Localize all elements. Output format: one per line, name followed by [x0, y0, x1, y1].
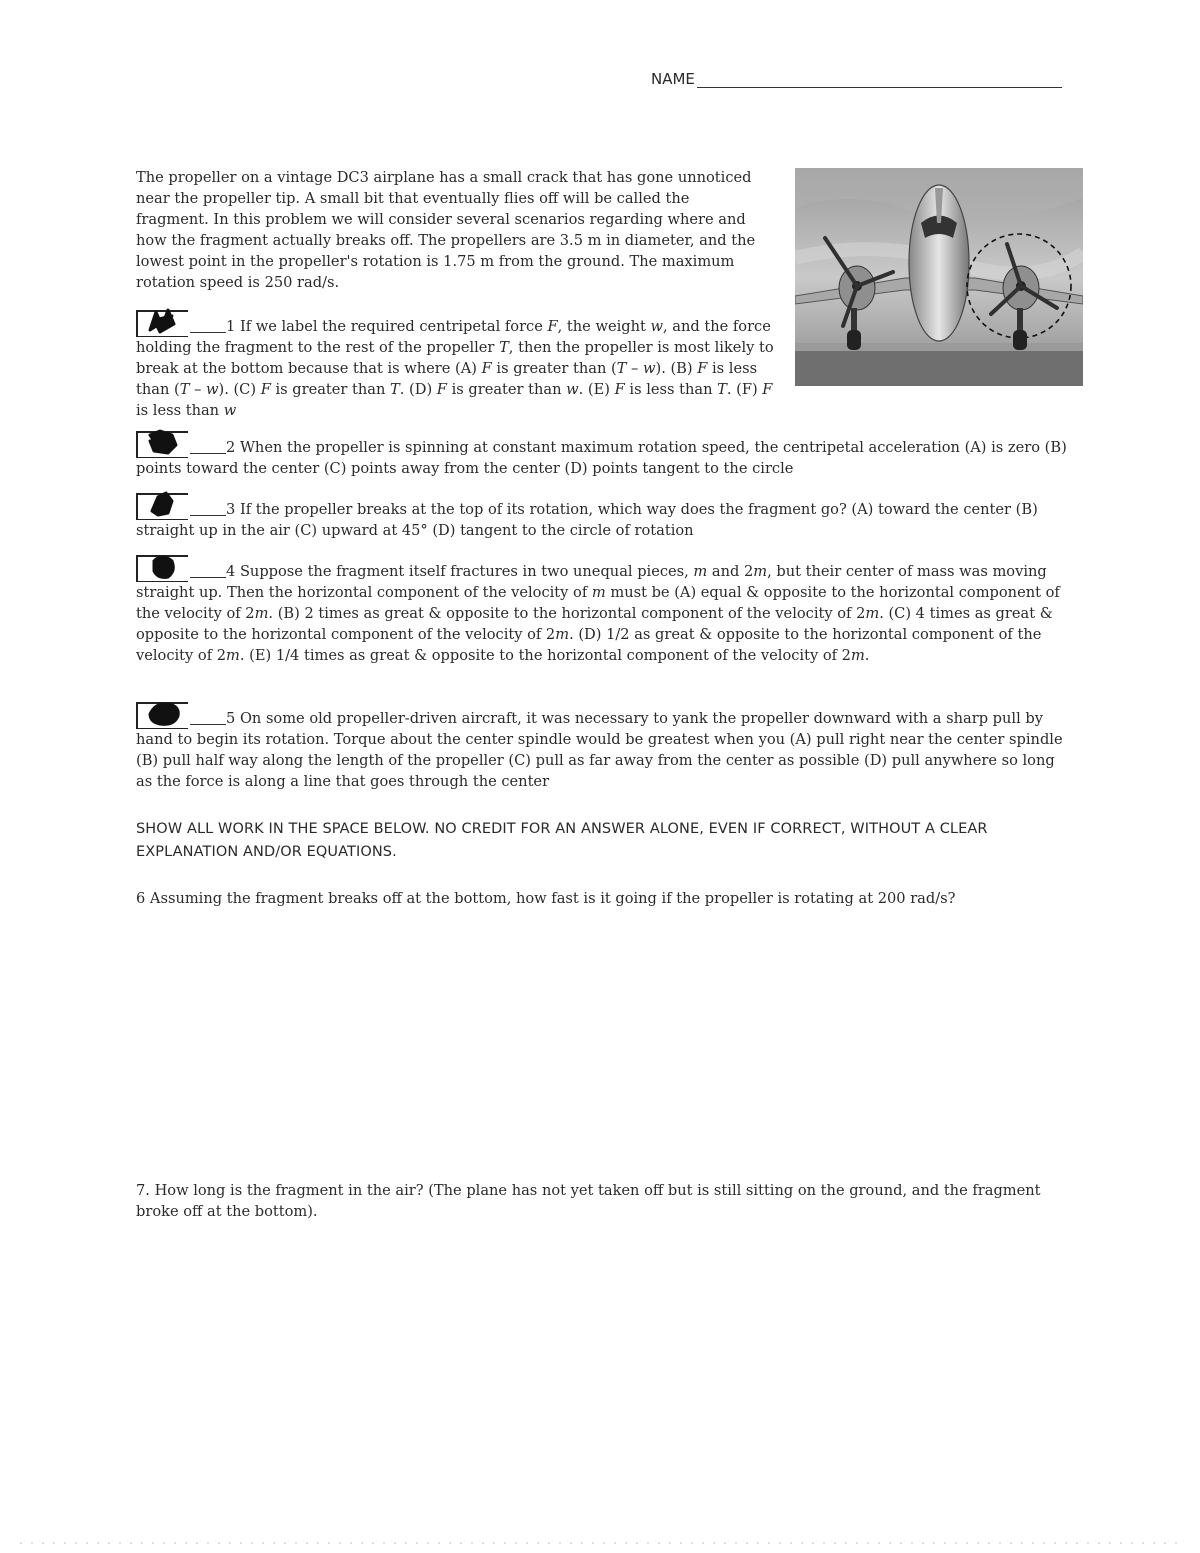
q1-text: . (D) [399, 381, 437, 398]
q1-text: is less than [136, 402, 224, 419]
answer-blank-2[interactable] [190, 439, 226, 454]
q1-var: w [650, 318, 663, 335]
q4-var: m [254, 605, 269, 622]
q4-var: m [555, 626, 570, 643]
q1-text: ). (C) [218, 381, 261, 398]
question-text: On some old propeller-driven aircraft, it was necessary to yank the propeller downward with a sharp pull by hand to begin its rotation. Torque about the center spindle would be greatest when you (A) pull right near the center spindle (B) pull half way along the length of the propeller (C) pull as far away from the center as possible (D) pull anywhere so long as the force is along a line that goes through the center [136, 710, 1063, 790]
question-number: 4 [226, 563, 236, 580]
q1-text: If we label the required centripetal force [239, 318, 548, 335]
question-3 [136, 493, 1071, 541]
question-number: 2 [226, 439, 236, 456]
airplane-photo [795, 168, 1083, 386]
q4-text: must be (A) equal & opposite to the horizontal component of the velocity of 2 [136, 584, 1060, 622]
question-number: 3 [226, 501, 236, 518]
q4-text: . (D) 1/2 as great & opposite to the horizontal component of the velocity of 2 [136, 626, 1042, 664]
q1-var: F [697, 360, 708, 377]
question-2 [136, 431, 1071, 479]
q1-text: is greater than [270, 381, 391, 398]
answer-blank-4[interactable] [190, 563, 226, 578]
question-number: 1 [226, 318, 236, 335]
q4-var: m [850, 647, 865, 664]
answer-blank-1[interactable] [190, 318, 226, 333]
q1-var: T – w [179, 381, 219, 398]
q4-var: m [753, 563, 768, 580]
q1-text: . (F) [726, 381, 763, 398]
name-label: NAME [651, 70, 695, 88]
q1-text: ). (B) [655, 360, 698, 377]
q1-var: F [260, 381, 271, 398]
answer-box-4[interactable] [136, 555, 188, 582]
q4-var: m [693, 563, 708, 580]
question-text: If the propeller breaks at the top of its rotation, which way does the fragment go? (A) toward the center (B) straight up in the air (C) upward at 45° (D) tangent to the circle of rotation [136, 501, 1038, 539]
q1-var: w [566, 381, 579, 398]
q4-var: m [865, 605, 880, 622]
answer-box-2[interactable] [136, 431, 188, 458]
q1-text: is less than [624, 381, 718, 398]
scribble-icon [146, 427, 180, 457]
question-5 [136, 702, 1071, 792]
q1-var: T – w [616, 360, 656, 377]
question-7: 7. How long is the fragment in the air? (The plane has not yet taken off but is still sitting on the ground, and the fragment broke off at the bottom). [136, 1182, 1041, 1220]
scribble-icon [146, 306, 180, 336]
scribble-icon [146, 489, 180, 519]
q1-var: T [499, 339, 509, 356]
q1-var: F [547, 318, 558, 335]
q1-text: , then the propeller is most likely to break at the bottom because that is where (A) [136, 339, 774, 377]
q4-text: . (E) 1/4 times as great & opposite to the horizontal component of the velocity of 2 [239, 647, 851, 664]
q4-text: . [864, 647, 870, 664]
intro-paragraph: The propeller on a vintage DC3 airplane has a small crack that has gone unnoticed near the propeller tip. A small bit that eventually flies off will be called the fragment. In this problem we will consider several scenarios regarding where and how the fragment actually breaks off. The propellers are 3.5 m in diameter, and the lowest point in the propeller's rotation is 1.75 m from the ground. The maximum rotation speed is 250 rad/s. [136, 169, 756, 291]
answer-box-5[interactable] [136, 702, 188, 729]
question-4 [136, 555, 1071, 666]
q4-var: m [591, 584, 606, 601]
question-6: 6 Assuming the fragment breaks off at the bottom, how fast is it going if the propeller is rotating at 200 rad/s? [136, 890, 956, 907]
q4-text: and 2 [707, 563, 754, 580]
q1-var: F [614, 381, 625, 398]
q4-var: m [226, 647, 240, 664]
q1-var: T [390, 381, 400, 398]
q1-var: F [436, 381, 447, 398]
q4-text: . (B) 2 times as great & opposite to the horizontal component of the velocity of 2 [268, 605, 866, 622]
scribble-icon [146, 551, 180, 581]
question-1 [136, 310, 784, 421]
scan-artifact [0, 1540, 1200, 1546]
q1-var: w [223, 402, 237, 419]
q1-text: . (E) [578, 381, 615, 398]
q1-text: is greater than ( [491, 360, 617, 377]
answer-box-3[interactable] [136, 493, 188, 520]
name-row [651, 70, 1062, 88]
q1-var: T [717, 381, 727, 398]
q1-text: is less than ( [136, 360, 758, 398]
q1-var: F [762, 381, 773, 398]
answer-blank-5[interactable] [190, 710, 226, 725]
q4-text: . (C) 4 times as great & opposite to the horizontal component of the velocity of 2 [136, 605, 1053, 643]
question-text: When the propeller is spinning at constant maximum rotation speed, the centripetal acceleration (A) is zero (B) points toward the center (C) points away from the center (D) points tangent to the circle [136, 439, 1067, 477]
q1-var: F [481, 360, 492, 377]
answer-blank-3[interactable] [190, 501, 226, 516]
scribble-icon [146, 698, 184, 728]
q1-text: , the weight [557, 318, 651, 335]
question-number: 5 [226, 710, 236, 727]
q4-text: , but their center of mass was moving straight up. Then the horizontal component of the velocity of [136, 563, 1047, 601]
q4-text: Suppose the fragment itself fractures in two unequal pieces, [239, 563, 694, 580]
name-field[interactable] [697, 71, 1062, 88]
answer-box-1[interactable] [136, 310, 188, 337]
q1-text: , and the force holding the fragment to the rest of the propeller [136, 318, 771, 356]
show-work-instructions: SHOW ALL WORK IN THE SPACE BELOW. NO CREDIT FOR AN ANSWER ALONE, EVEN IF CORRECT, WITHOUT A CLEAR EXPLANATION AND/OR EQUATIONS. [136, 821, 988, 860]
q1-text: is greater than [446, 381, 567, 398]
